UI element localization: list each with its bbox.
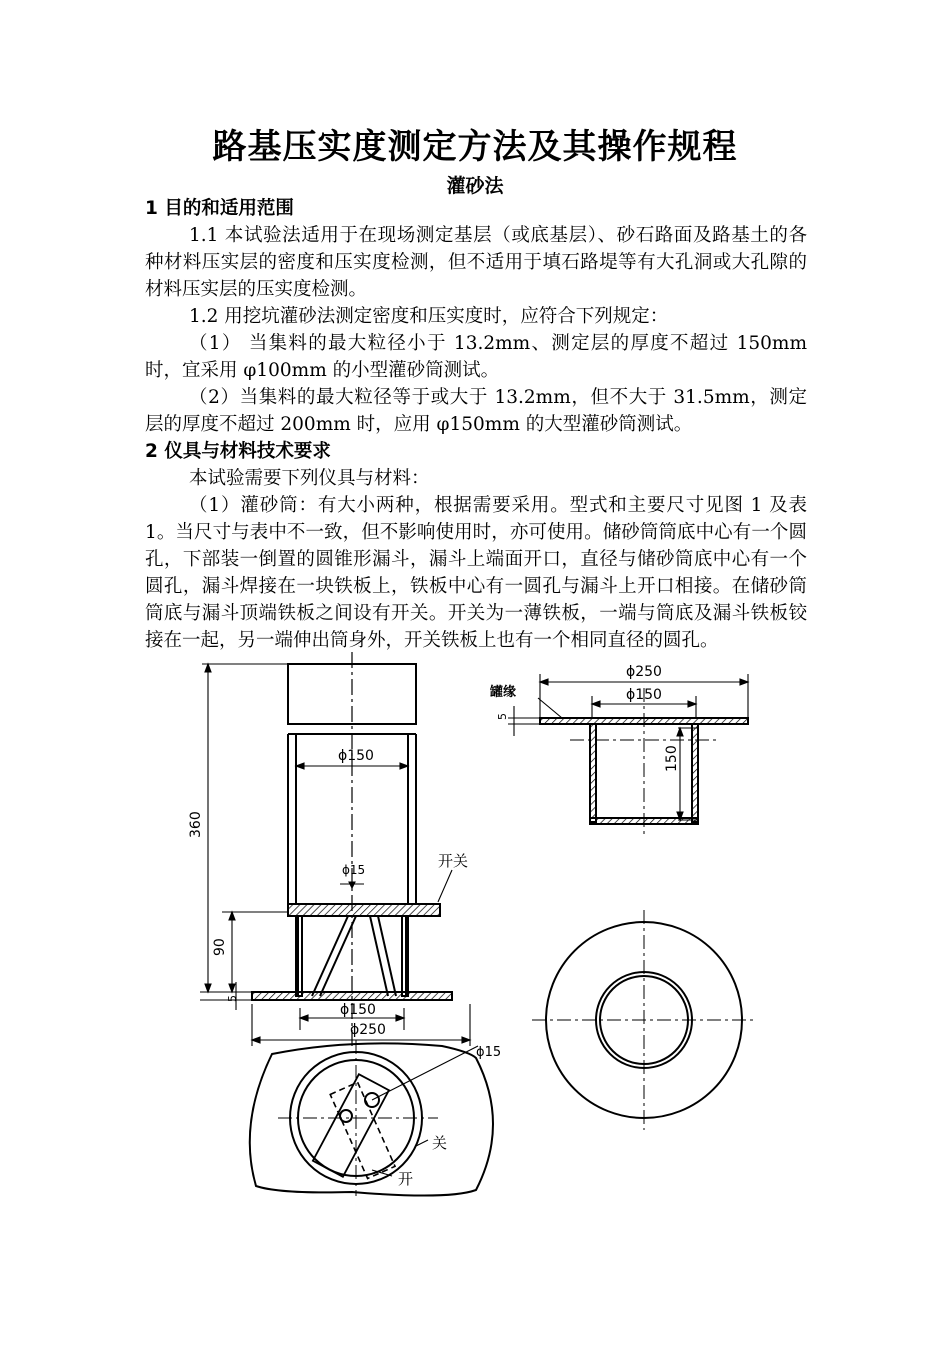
paragraph-1-1: 1.1 本试验法适用于在现场测定基层（或底基层）、砂石路面及路基土的各种材料压实层的密度和压实度检测，但不适用于填石路堤等有大孔洞或大孔隙的材料压实层的压实度检测。	[145, 225, 807, 300]
paragraph-2-1: 本试验需要下列仪具与材料：	[189, 468, 430, 489]
switch-plan-view	[250, 1040, 493, 1196]
document-subtitle: 灌砂法	[446, 175, 504, 197]
dim-5-right: 5	[496, 713, 509, 720]
paragraph-1-2: 1.2 用挖坑灌砂法测定密度和压实度时，应符合下列规定：	[189, 306, 669, 327]
section-heading-1: 1 目的和适用范围	[145, 198, 294, 219]
dim-phi15-left: ϕ15	[342, 863, 366, 877]
dim-phi250-right: ϕ250	[626, 664, 662, 680]
paragraph-1-4: （2）当集料的最大粒径等于或大于 13.2mm，但不大于 31.5mm，测定层的厚度不超过 200mm 时，应用 φ150mm 的大型灌砂筒测试。	[145, 387, 807, 435]
dim-phi150-top: ϕ150	[338, 748, 374, 764]
paragraph-1-3: （1） 当集料的最大粒径小于 13.2mm、测定层的厚度不超过 150mm 时，宜采用 φ100mm 的小型灌砂筒测试。	[145, 333, 807, 381]
dim-phi150-right: ϕ150	[626, 687, 662, 703]
dim-5-left: 5	[226, 995, 239, 1002]
label-rim: 罐缘	[490, 685, 517, 700]
dim-phi15-plan: ϕ15	[476, 1045, 502, 1060]
dim-90: 90	[212, 938, 228, 956]
section-heading-2: 2 仪具与材料技术要求	[145, 441, 331, 462]
dim-360: 360	[188, 811, 204, 838]
sand-cone-drawing	[160, 648, 800, 1200]
label-switch: 开关	[438, 852, 469, 870]
sand-cone-figure	[160, 648, 800, 1200]
dim-phi250-bottom: ϕ250	[350, 1022, 386, 1038]
tray-plan-view	[532, 910, 756, 1130]
document-body	[145, 195, 807, 654]
document-title: 路基压实度测定方法及其操作规程	[212, 127, 738, 167]
paragraph-2-2: （1）灌砂筒：有大小两种，根据需要采用。型式和主要尺寸见图 1 及表 1。当尺寸与表中不一致，但不影响使用时，亦可使用。储砂筒筒底中心有一个圆孔，下部装一倒置的圆锥形漏斗，漏斗上端面开口，直径与储砂筒底中心有一个圆孔，漏斗焊接在一块铁板上，铁板中心有一圆孔与漏斗上开口相接。在储砂筒筒底与漏斗顶端铁板之间设有开关。开关为一薄铁板，一端与筒底及漏斗铁板铰接在一起，另一端伸出筒身外，开关铁板上也有一个相同直径的圆孔。	[145, 495, 807, 651]
calibration-tray-section	[540, 688, 748, 838]
dim-phi150-bottom: ϕ150	[340, 1002, 376, 1018]
label-close: 关	[432, 1134, 448, 1152]
cylinder-dimensions	[200, 664, 470, 1046]
dim-150-right: 150	[664, 745, 680, 772]
label-open: 开	[398, 1170, 414, 1188]
